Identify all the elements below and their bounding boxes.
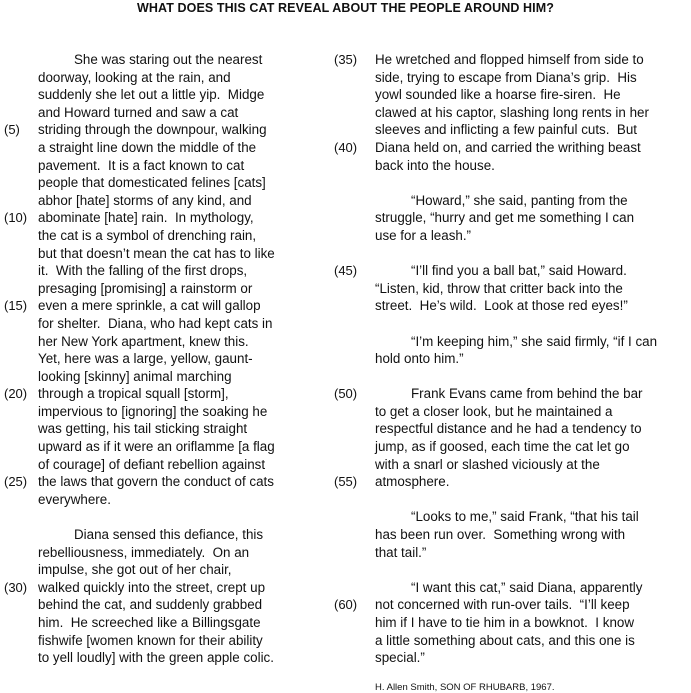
passage-line: respectful distance and he had a tendency to <box>375 421 642 437</box>
passage-line: people that domesticated felines [cats] <box>38 175 266 191</box>
passage-line: that tail.” <box>375 544 427 560</box>
passage-line: back into the house. <box>375 157 495 173</box>
passage-line-text: Diana held on, and carried the writhing beast <box>375 139 641 155</box>
passage-line-row <box>334 596 691 614</box>
passage-line: was getting, his tail sticking straight <box>38 421 248 437</box>
passage-line: yowl sounded like a hoarse fire-siren. He <box>375 87 621 103</box>
passage-line: impulse, she got out of her chair, <box>38 562 232 578</box>
passage-line: a straight line down the middle of the <box>38 139 257 155</box>
passage-line: “I want this cat,” said Diana, apparently <box>411 579 643 595</box>
passage-line: “Looks to me,” said Frank, “that his tail <box>411 509 639 525</box>
passage-line-text: atmosphere. <box>375 474 450 490</box>
line-number: (30) <box>4 579 28 595</box>
passage-line: Yet, here was a large, yellow, gaunt- <box>38 351 253 367</box>
line-number: (20) <box>4 386 28 402</box>
passage-line: suddenly she let out a little yip. Midge <box>38 87 265 103</box>
passage-line: She was staring out the nearest <box>74 52 263 67</box>
passage-line: upward as if it were an oriflamme [a flag <box>38 439 275 455</box>
passage-line: to get a closer look, but he maintained a <box>375 403 613 419</box>
passage-line: street. He’s wild. Look at those red eyes!” <box>375 298 628 314</box>
passage-line: but that doesn’t mean the cat has to like <box>38 245 275 261</box>
line-number: (25) <box>4 474 28 490</box>
passage-line: and Howard turned and saw a cat <box>38 104 239 120</box>
line-number: (60) <box>334 597 358 613</box>
line-number: (5) <box>4 122 20 138</box>
passage-line-text: abominate [hate] rain. In mythology, <box>38 210 254 226</box>
line-number: (15) <box>4 298 28 314</box>
page-title: WHAT DOES THIS CAT REVEAL ABOUT THE PEOPLE AROUND HIM? <box>137 1 554 15</box>
passage-line: looking [skinny] animal marching <box>38 368 232 384</box>
passage-line-row <box>4 121 316 139</box>
passage-line-row <box>334 473 691 491</box>
passage-line: doorway, looking at the rain, and <box>38 69 231 85</box>
paragraph-gap <box>375 561 691 579</box>
passage-line: “I’m keeping him,” she said firmly, “if I can <box>411 333 658 349</box>
passage-line-text: walked quickly into the street, crept up <box>38 579 266 595</box>
passage-line: for shelter. Diana, who had kept cats in <box>38 315 273 331</box>
passage-line-row <box>334 262 691 280</box>
passage-line: impervious to [ignoring] the soaking he <box>38 403 268 419</box>
passage-line: everywhere. <box>38 491 111 507</box>
passage-line-text: He wretched and flopped himself from side to <box>375 52 644 67</box>
passage-line-row <box>4 209 316 227</box>
passage-line-row <box>4 297 316 315</box>
passage-line: hold onto him.” <box>375 351 464 367</box>
passage-line-text: Frank Evans came from behind the bar <box>411 386 643 402</box>
passage-line: behind the cat, and suddenly grabbed <box>38 597 263 613</box>
passage-line-row <box>334 51 691 69</box>
passage-line-row <box>4 579 316 597</box>
passage-line: a little something about cats, and this one is <box>375 632 635 648</box>
passage-line: the cat is a symbol of drenching rain, <box>38 227 257 243</box>
line-number: (45) <box>334 263 358 279</box>
paragraph-gap <box>375 174 691 192</box>
passage-left-column <box>4 51 316 667</box>
passage-line: pavement. It is a fact known to cat <box>38 157 245 173</box>
passage-line: side, trying to escape from Diana’s grip. His <box>375 69 637 85</box>
source-citation: H. Allen Smith, SON OF RHUBARB, 1967. <box>375 682 555 693</box>
passage-line: “Listen, kid, throw that critter back into the <box>375 280 623 296</box>
line-number: (10) <box>4 210 28 226</box>
passage-line-text: through a tropical squall [storm], <box>38 386 229 402</box>
passage-line: jump, as if goosed, each time the cat let go <box>375 439 630 455</box>
passage-line-row <box>334 385 691 403</box>
paragraph-gap <box>375 245 691 263</box>
passage-line: “Howard,” she said, panting from the <box>411 192 628 208</box>
passage-line: him if I have to tie him in a bowknot. I know <box>375 615 635 630</box>
passage-line: Diana sensed this defiance, this <box>74 527 264 543</box>
passage-line: of courage] of defiant rebellion against <box>38 456 266 472</box>
paragraph-gap <box>375 368 691 386</box>
line-number: (50) <box>334 386 358 402</box>
line-number: (35) <box>334 52 358 67</box>
passage-line-text: not concerned with run-over tails. “I’ll keep <box>375 597 630 613</box>
line-number: (40) <box>334 139 358 155</box>
passage-line: has been run over. Something wrong with <box>375 527 626 543</box>
passage-line: presaging [promising] a rainstorm or <box>38 280 253 296</box>
passage-line-row <box>334 139 691 157</box>
passage-line-text: striding through the downpour, walking <box>38 122 267 138</box>
passage-line-text: the laws that govern the conduct of cats <box>38 474 274 490</box>
passage-line: sleeves and inflicting a few painful cuts. But <box>375 122 638 138</box>
passage-line: clawed at his captor, slashing long rents in her <box>375 104 649 120</box>
passage-line: to yell loudly] with the green apple colic. <box>38 650 274 666</box>
passage-line-row <box>4 385 316 403</box>
passage-right-column <box>334 51 691 667</box>
passage-line-text: “I’ll find you a ball bat,” said Howard. <box>411 263 627 279</box>
passage-line-text: even a mere sprinkle, a cat will gallop <box>38 298 261 314</box>
passage-line: special.” <box>375 650 425 666</box>
passage-line-row <box>4 473 316 491</box>
passage-line: it. With the falling of the first drops, <box>38 263 248 279</box>
passage-line: struggle, “hurry and get me something I can <box>375 210 635 226</box>
passage-line: abhor [hate] storms of any kind, and <box>38 192 252 208</box>
passage-line: use for a leash.” <box>375 227 472 243</box>
passage-line: fishwife [women known for their ability <box>38 632 263 648</box>
paragraph-gap <box>375 491 691 509</box>
paragraph-gap <box>375 315 691 333</box>
passage-line: her New York apartment, knew this. <box>38 333 249 349</box>
passage-line: rebelliousness, immediately. On an <box>38 544 250 560</box>
line-number: (55) <box>334 474 358 490</box>
passage-line: him. He screeched like a Billingsgate <box>38 615 261 630</box>
passage-line: with a snarl or slashed viciously at the <box>375 456 600 472</box>
paragraph-gap <box>38 508 316 526</box>
